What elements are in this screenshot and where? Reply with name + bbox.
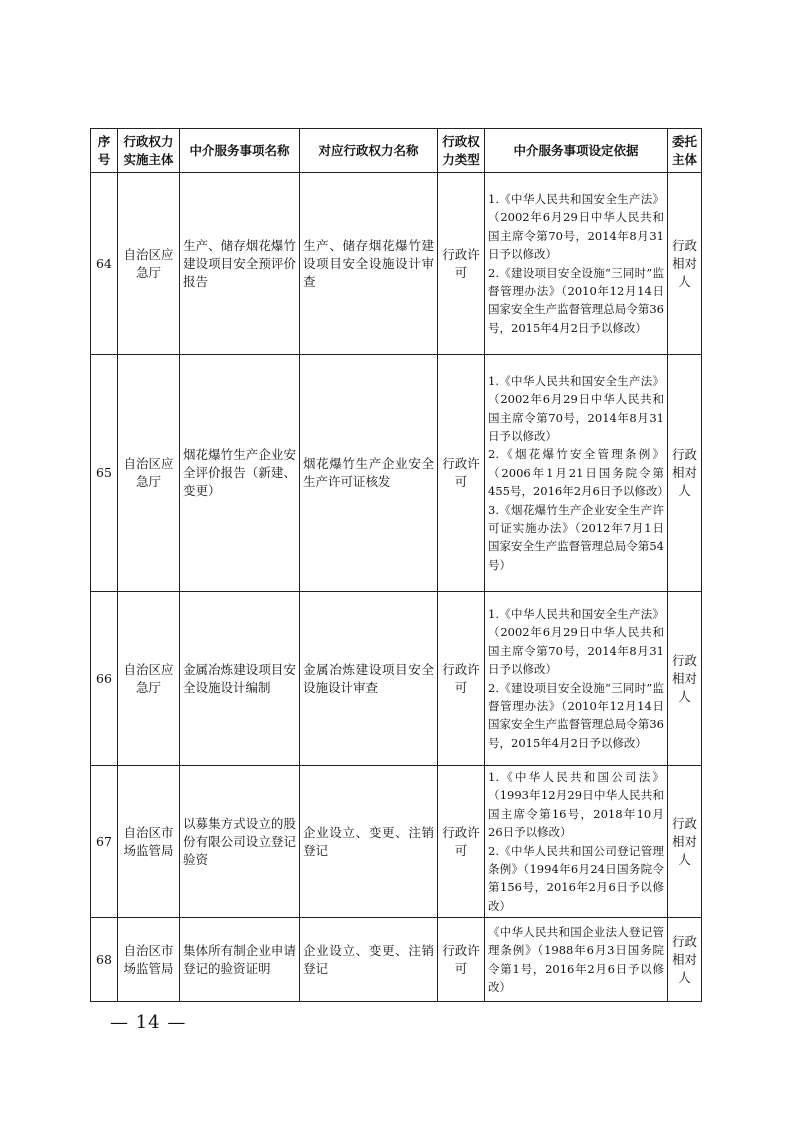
row-item: 生产、储存烟花爆竹建设项目安全预评价报告 (180, 173, 300, 355)
table-row (91, 766, 702, 918)
basis-item: 3.《烟花爆竹生产企业安全生产许可证实施办法》（2012年7月1日国家安全生产监督管理总局令第54号） (488, 502, 664, 572)
row-entrust: 行政相对人 (668, 766, 702, 918)
row-body: 自治区应急厅 (118, 173, 180, 355)
row-num: 64 (91, 173, 118, 355)
row-item: 集体所有制企业申请登记的验资证明 (180, 918, 300, 1002)
basis-item: 1.《中华人民共和国安全生产法》（2002年6月29日中华人民共和国主席令第70号，2014年8月31日予以修改） (488, 191, 664, 262)
row-basis (485, 355, 668, 592)
row-entrust: 行政相对人 (668, 173, 702, 355)
row-basis (485, 592, 668, 766)
header-num: 序号 (91, 129, 118, 173)
table-header-row (91, 129, 702, 173)
table-row (91, 173, 702, 355)
header-type: 行政权力类型 (438, 129, 485, 173)
row-item: 以募集方式设立的股份有限公司设立登记验资 (180, 766, 300, 918)
row-num: 66 (91, 592, 118, 766)
row-entrust: 行政相对人 (668, 592, 702, 766)
row-num: 67 (91, 766, 118, 918)
row-type: 行政许可 (438, 918, 485, 1002)
row-body: 自治区市场监管局 (118, 918, 180, 1002)
basis-item: 1.《中华人民共和国安全生产法》（2002年6月29日中华人民共和国主席令第70号，2014年8月31日予以修改） (488, 606, 664, 677)
row-power: 金属冶炼建设项目安全设施设计审查 (300, 592, 438, 766)
basis-item: 2.《中华人民共和国公司登记管理条例》（1994年6月24日国务院令第156号，2016年2月6日予以修改） (488, 843, 664, 913)
row-type: 行政许可 (438, 592, 485, 766)
row-type: 行政许可 (438, 173, 485, 355)
basis-item: 《中华人民共和国企业法人登记管理条例》（1988年6月3日国务院令第1号，2016年2月6日予以修改） (488, 924, 664, 995)
row-body: 自治区应急厅 (118, 592, 180, 766)
header-entrust: 委托主体 (668, 129, 702, 173)
row-power: 企业设立、变更、注销登记 (300, 918, 438, 1002)
row-type: 行政许可 (438, 355, 485, 592)
row-basis (485, 918, 668, 1002)
basis-item: 2.《烟花爆竹安全管理条例》（2006年1月21日国务院令第455号，2016年2月6日予以修改） (488, 447, 669, 499)
row-entrust: 行政相对人 (668, 918, 702, 1002)
intermediary-services-table (90, 128, 702, 1002)
row-entrust: 行政相对人 (668, 355, 702, 592)
row-body: 自治区应急厅 (118, 355, 180, 592)
basis-item: 1.《中华人民共和国安全生产法》（2002年6月29日中华人民共和国主席令第70号，2014年8月31日予以修改） (488, 373, 664, 443)
header-basis: 中介服务事项设定依据 (485, 129, 668, 173)
basis-item: 2.《建设项目安全设施“三同时”监督管理办法》（2010年12月14日国家安全生产监督管理总局令第36号，2015年4月2日予以修改） (488, 680, 664, 750)
row-basis (485, 173, 668, 355)
row-body: 自治区市场监管局 (118, 766, 180, 918)
row-basis (485, 766, 668, 918)
page-number: — 14 — (110, 1012, 187, 1033)
header-power: 对应行政权力名称 (300, 129, 438, 173)
row-num: 65 (91, 355, 118, 592)
row-type: 行政许可 (438, 766, 485, 918)
table-row (91, 592, 702, 766)
row-item: 金属冶炼建设项目安全设施设计编制 (180, 592, 300, 766)
row-item: 烟花爆竹生产企业安全评价报告（新建、变更） (180, 355, 300, 592)
row-power: 烟花爆竹生产企业安全生产许可证核发 (300, 355, 438, 592)
table-row (91, 355, 702, 592)
row-num: 68 (91, 918, 118, 1002)
row-power: 生产、储存烟花爆竹建设项目安全设施设计审查 (300, 173, 438, 355)
table-row (91, 918, 702, 1002)
header-item: 中介服务事项名称 (180, 129, 300, 173)
basis-item: 1.《中华人民共和国公司法》（1993年12月29日中华人民共和国主席令第16号，2018年10月26日予以修改） (488, 770, 664, 840)
basis-item: 2.《建设项目安全设施“三同时”监督管理办法》（2010年12月14日国家安全生产监督管理总局令第36号，2015年4月2日予以修改） (488, 265, 664, 335)
header-body: 行政权力实施主体 (118, 129, 180, 173)
row-power: 企业设立、变更、注销登记 (300, 766, 438, 918)
